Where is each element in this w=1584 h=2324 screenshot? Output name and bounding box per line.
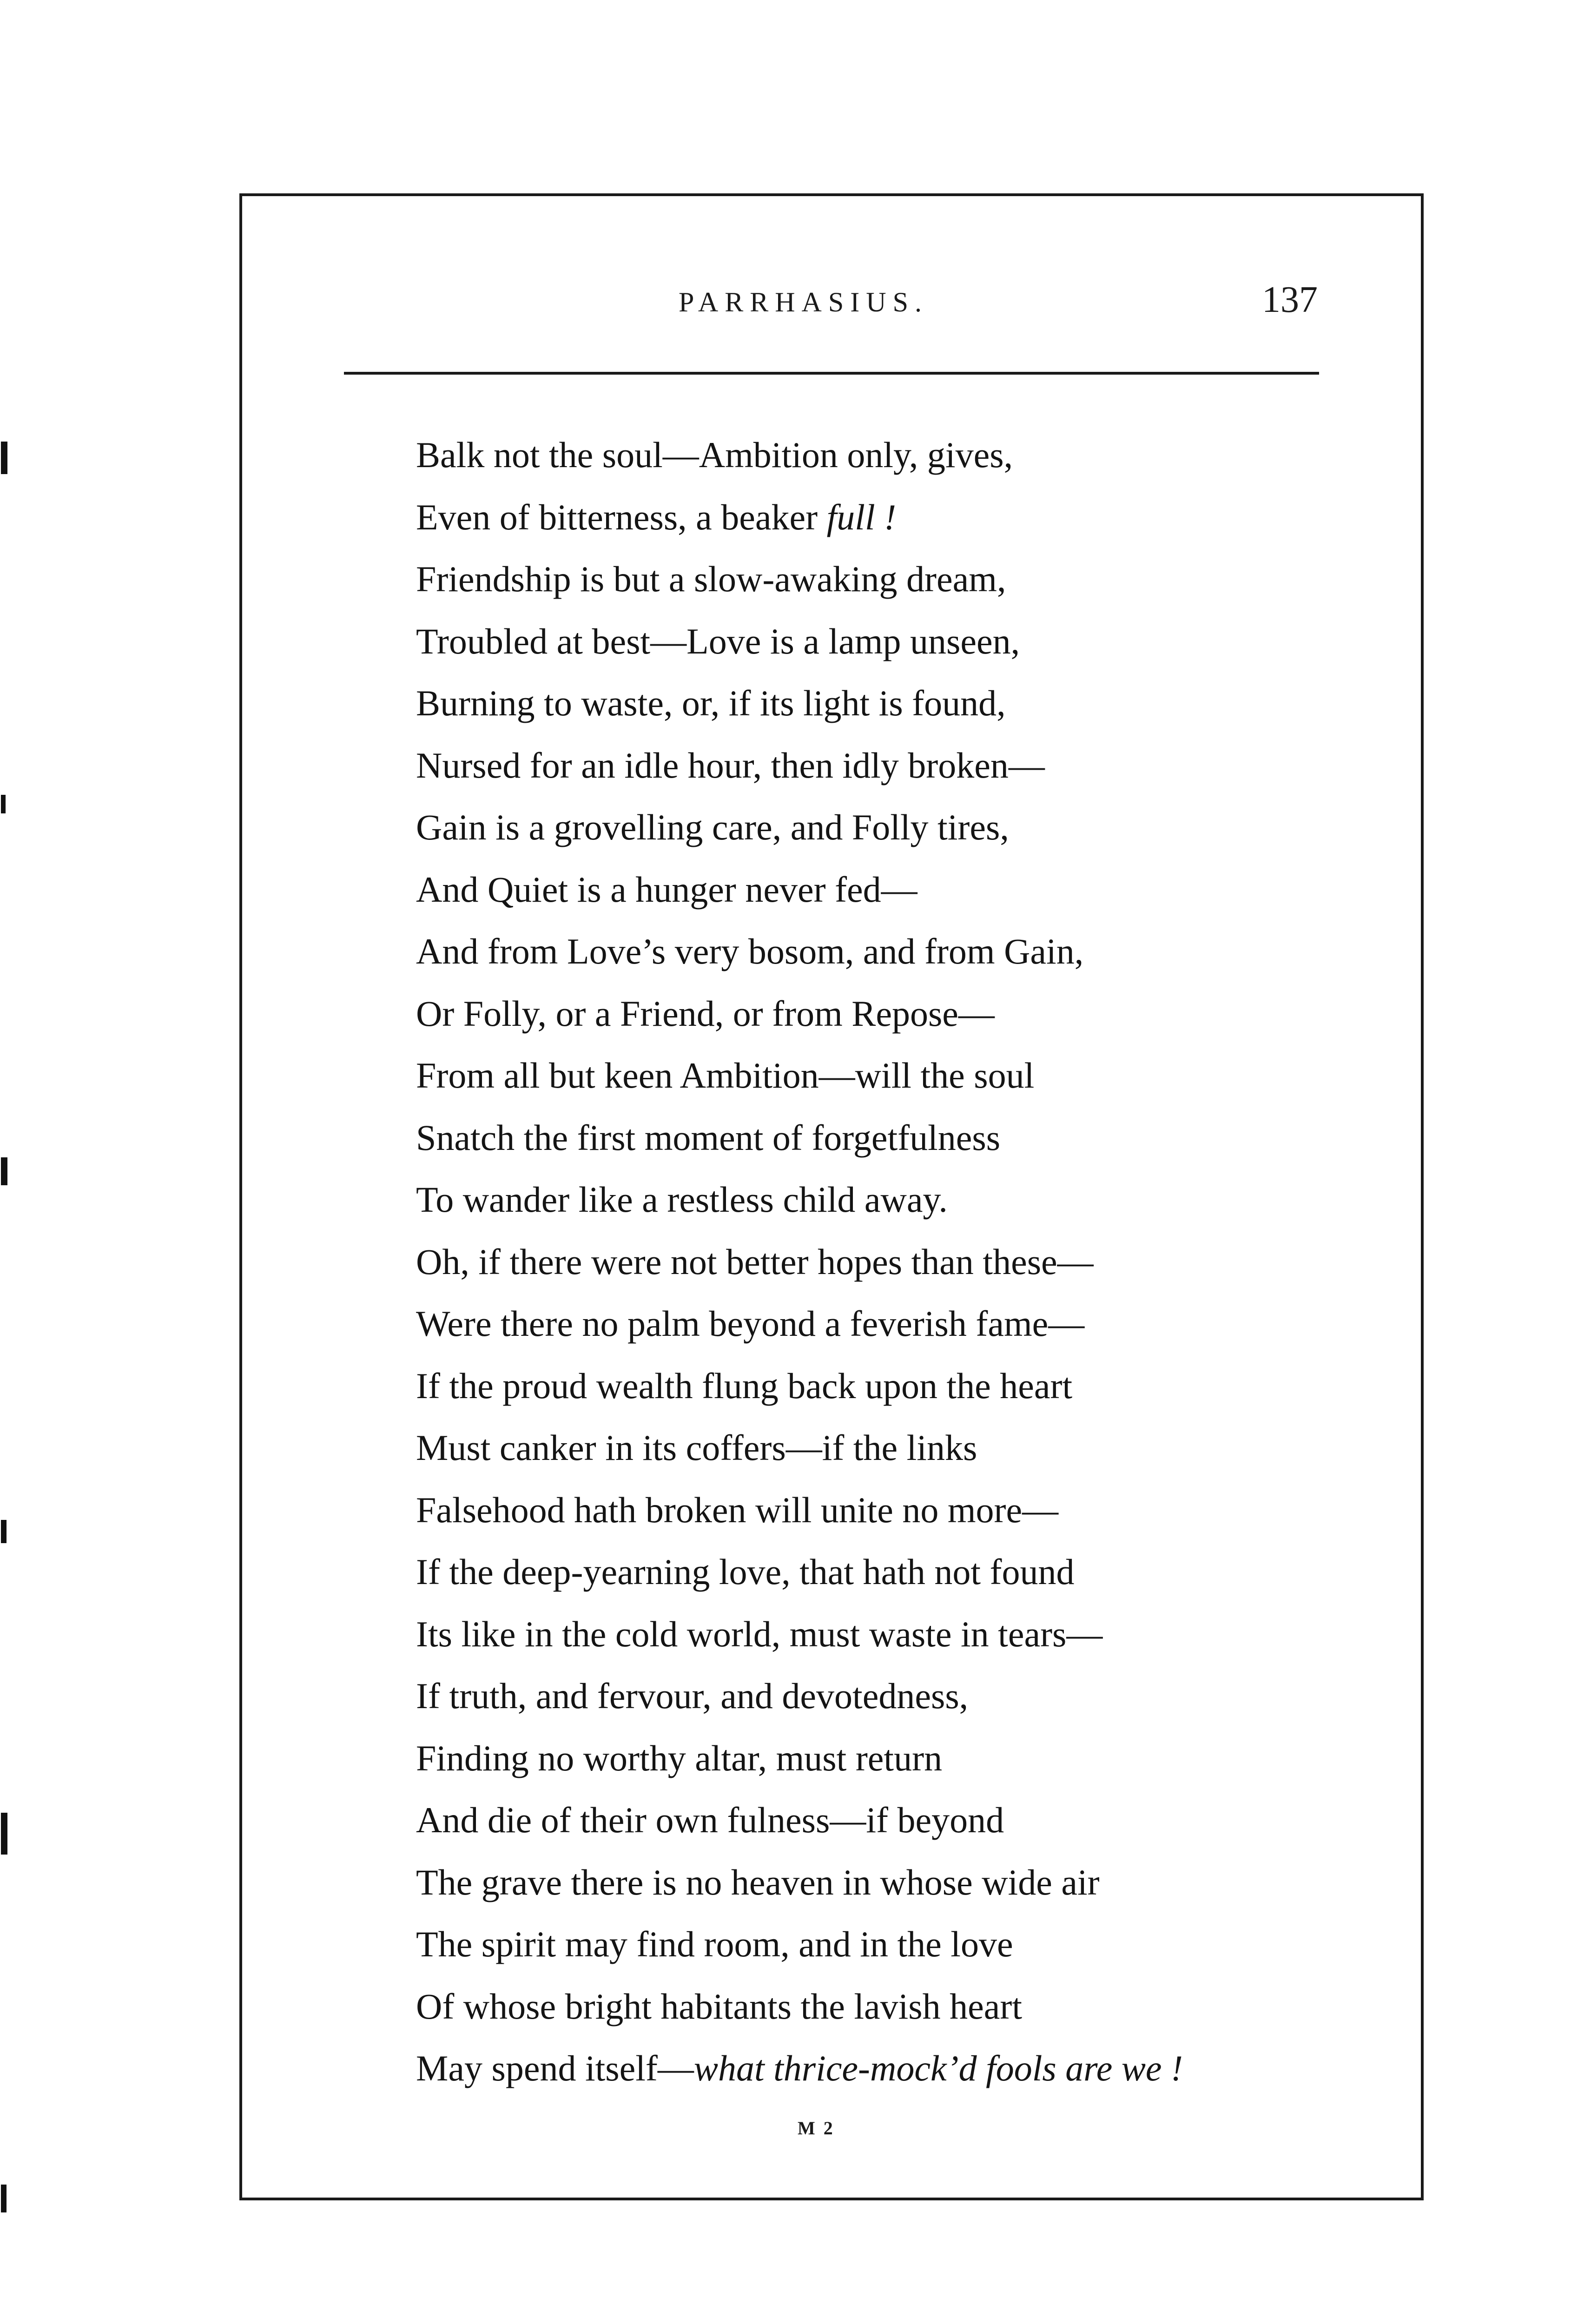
poem-line: If the deep-yearning love, that hath not found bbox=[416, 1552, 1075, 1592]
poem-line: Its like in the cold world, must waste in tears— bbox=[416, 1613, 1103, 1654]
poem-line: And from Love’s very bosom, and from Gain, bbox=[416, 931, 1084, 971]
page-number: 137 bbox=[1262, 279, 1318, 320]
scan-speck bbox=[1, 442, 7, 474]
poem-line: Snatch the first moment of forgetfulness bbox=[416, 1117, 1001, 1158]
scan-speck bbox=[1, 1520, 7, 1543]
poem-line: The spirit may find room, and in the love bbox=[416, 1924, 1013, 1964]
poem-line: Were there no palm beyond a feverish fame— bbox=[416, 1303, 1085, 1344]
poem-line: Friendship is but a slow-awaking dream, bbox=[416, 559, 1006, 599]
poem-line: Must canker in its coffers—if the links bbox=[416, 1427, 977, 1468]
scan-speck bbox=[1, 1157, 7, 1185]
poem-line: Or Folly, or a Friend, or from Repose— bbox=[416, 993, 995, 1034]
signature-mark: M 2 bbox=[798, 2118, 835, 2139]
scan-speck bbox=[1, 2185, 7, 2212]
poem-text bbox=[416, 424, 1183, 2100]
scan-speck bbox=[1, 1813, 7, 1855]
poem-line: Falsehood hath broken will unite no more— bbox=[416, 1489, 1059, 1530]
poem-line: Burning to waste, or, if its light is found, bbox=[416, 683, 1006, 723]
poem-line: Of whose bright habitants the lavish heart bbox=[416, 1986, 1023, 2027]
header-rule bbox=[344, 372, 1319, 375]
poem-line: Balk not the soul—Ambition only, gives, bbox=[416, 435, 1013, 475]
poem-line: And Quiet is a hunger never fed— bbox=[416, 869, 917, 910]
poem-line: Finding no worthy altar, must return bbox=[416, 1737, 943, 1778]
poem-line: To wander like a restless child away. bbox=[416, 1179, 948, 1220]
poem-line: If truth, and fervour, and devotedness, bbox=[416, 1676, 969, 1716]
poem-line: Even of bitterness, a beaker full ! bbox=[416, 496, 897, 537]
poem-line: The grave there is no heaven in whose wide air bbox=[416, 1862, 1100, 1902]
poem-line: Nursed for an idle hour, then idly broken— bbox=[416, 745, 1045, 786]
poem-line: And die of their own fulness—if beyond bbox=[416, 1800, 1004, 1840]
poem-line: Oh, if there were not better hopes than these— bbox=[416, 1241, 1094, 1282]
poem-line: If the proud wealth flung back upon the heart bbox=[416, 1365, 1073, 1406]
poem-line: Gain is a grovelling care, and Folly tires, bbox=[416, 807, 1009, 847]
poem-line: Troubled at best—Love is a lamp unseen, bbox=[416, 621, 1020, 661]
poem-line: May spend itself—what thrice-mock’d fools are we ! bbox=[416, 2048, 1183, 2088]
scan-speck bbox=[1, 795, 6, 813]
poem-line: From all but keen Ambition—will the soul bbox=[416, 1055, 1035, 1096]
running-head: PARRHASIUS. bbox=[679, 287, 928, 317]
